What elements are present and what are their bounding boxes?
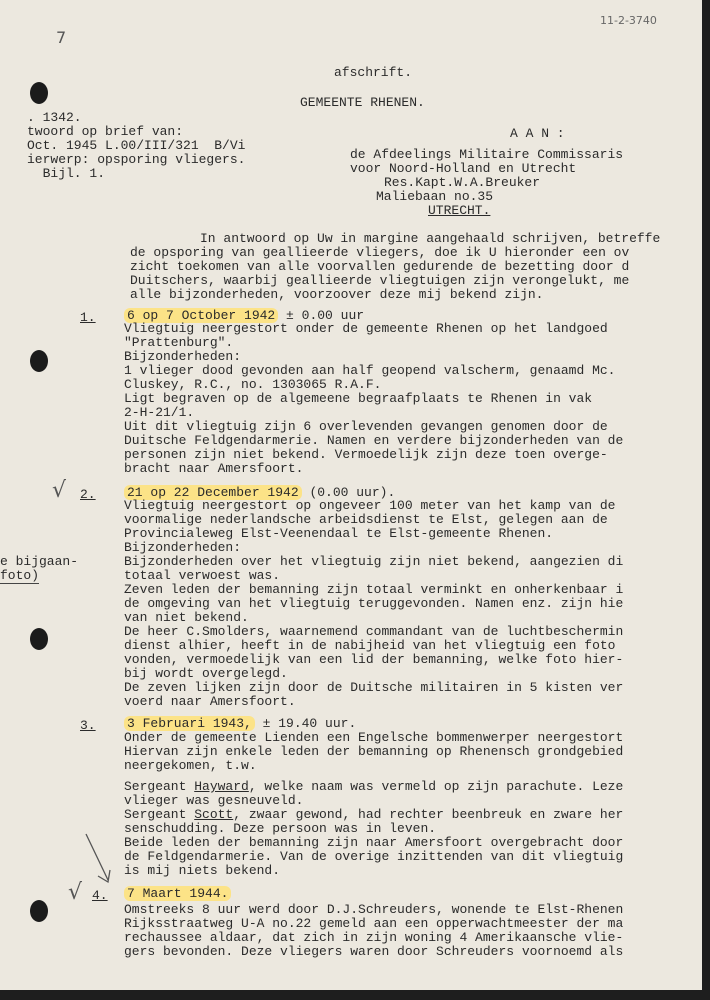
section-2-line-1: Vliegtuig neergestort op ongeveer 100 meter van het kamp van de bbox=[124, 498, 616, 513]
section-3-line-3: neergekomen, t.w. bbox=[124, 758, 257, 773]
doc-title: afschrift. bbox=[334, 65, 413, 80]
intro-line-3: zicht toekomen van alle voorvallen gedurende de bezetting door d bbox=[130, 259, 630, 274]
section-1-line-3: Bijzonderheden: bbox=[124, 349, 242, 364]
scan-edge-right bbox=[702, 0, 710, 1000]
margin-note-line-1: e bijgaan- bbox=[0, 554, 79, 569]
pencil-arrow-icon bbox=[80, 830, 120, 890]
section-4-date-highlight: 7 Maart 1944. bbox=[124, 886, 231, 901]
addressee-line-3: Res.Kapt.W.A.Breuker bbox=[384, 175, 541, 190]
section-1-line-11: bracht naar Amersfoort. bbox=[124, 461, 304, 476]
ref-date: Oct. 1945 L.00/III/321 B/Vi bbox=[27, 138, 246, 153]
section-2-number: 2. bbox=[80, 487, 96, 502]
section-2-time: (0.00 uur). bbox=[301, 485, 396, 500]
section-2-line-4: Bijzonderheden: bbox=[124, 540, 242, 555]
section-1-line-2: "Prattenburg". bbox=[124, 335, 234, 350]
addressee-line-1: de Afdeelings Militaire Commissaris bbox=[350, 147, 624, 162]
section-2-date-highlight: 21 op 22 December 1942 bbox=[124, 485, 302, 500]
checkmark-icon: √ bbox=[52, 478, 67, 503]
section-2-line-15: voerd naar Amersfoort. bbox=[124, 694, 296, 709]
section-3-date bbox=[124, 717, 356, 731]
section-4-line-1: Omstreeks 8 uur werd door D.J.Schreuders, wonende te Elst-Rhenen bbox=[124, 902, 624, 917]
section-1-line-5: Cluskey, R.C., no. 1303065 R.A.F. bbox=[124, 377, 382, 392]
addressee-line-2: voor Noord-Holland en Utrecht bbox=[350, 161, 577, 176]
section-1-line-8: Uit dit vliegtuig zijn 6 overlevenden gevangen genomen door de bbox=[124, 419, 608, 434]
section-1-line-10: personen zijn niet bekend. Vermoedelijk zijn deze toen overge- bbox=[124, 447, 608, 462]
scan-edge-bottom bbox=[0, 990, 710, 1000]
addressee-city: UTRECHT. bbox=[428, 203, 491, 218]
section-1-number: 1. bbox=[80, 310, 96, 325]
ref-reply: twoord op brief van: bbox=[27, 124, 184, 139]
section-2-line-10: De heer C.Smolders, waarnemend commandant van de luchtbeschermin bbox=[124, 624, 624, 639]
section-1-time: ± 0.00 uur bbox=[278, 308, 365, 323]
section-3-line-9: de Feldgendarmerie. Van de overige inzittenden van dit vliegtuig bbox=[124, 849, 624, 864]
ref-subject: ierwerp: opsporing vliegers. bbox=[27, 152, 246, 167]
section-3-line-8: Beide leden der bemanning zijn naar Amersfoort overgebracht door bbox=[124, 835, 624, 850]
addressee-aan: A A N : bbox=[510, 126, 565, 141]
section-2-line-2: voormalige nederlandsche arbeidsdienst te Elst, gelegen aan de bbox=[124, 512, 608, 527]
section-1-line-7: 2-H-21/1. bbox=[124, 405, 195, 420]
section-2-line-13: bij wordt overgelegd. bbox=[124, 666, 288, 681]
section-3-time: ± 19.40 uur. bbox=[254, 716, 357, 731]
section-3-line-7: senschudding. Deze persoon was in leven. bbox=[124, 821, 437, 836]
pencil-mark: 7 bbox=[56, 28, 67, 47]
intro-line-2: de opsporing van geallieerde vliegers, doe ik U hieronder een ov bbox=[130, 245, 630, 260]
intro-line-4: Duitschers, waarbij geallieerde vliegtuigen zijn verongelukt, me bbox=[130, 273, 630, 288]
section-2-line-5: Bijzonderheden over het vliegtuig zijn niet bekend, aangezien di bbox=[124, 554, 624, 569]
punch-hole-2 bbox=[30, 350, 48, 372]
section-2-line-3: Provincialeweg Elst-Veenendaal te Elst-gemeente Rhenen. bbox=[124, 526, 554, 541]
section-4-line-4: gers bevonden. Deze vliegers waren door Schreuders voornoemd als bbox=[124, 944, 624, 959]
intro-line-5: alle bijzonderheden, voorzoover deze mij bekend zijn. bbox=[130, 287, 544, 302]
section-2-line-9: van niet bekend. bbox=[124, 610, 249, 625]
margin-note-line-2: foto) bbox=[0, 568, 40, 583]
section-3-line-5: vlieger was gesneuveld. bbox=[124, 793, 304, 808]
section-4-date bbox=[124, 887, 231, 901]
section-2-line-6: totaal verwoest was. bbox=[124, 568, 281, 583]
section-1-line-6: Ligt begraven op de algemeene begraafplaats te Rhenen in vak bbox=[124, 391, 593, 406]
section-1-line-9: Duitsche Feldgendarmerie. Namen en verdere bijzonderheden van de bbox=[124, 433, 624, 448]
archive-number: 11-2-3740 bbox=[600, 14, 657, 27]
section-2-line-14: De zeven lijken zijn door de Duitsche militairen in 5 kisten ver bbox=[124, 680, 624, 695]
municipality: GEMEENTE RHENEN. bbox=[300, 95, 425, 110]
section-2-line-8: de omgeving van het vliegtuig teruggevonden. Namen enz. zijn hie bbox=[124, 596, 624, 611]
ref-enclosure: Bijl. 1. bbox=[27, 166, 106, 181]
section-1-line-4: 1 vlieger dood gevonden aan half geopend valscherm, genaamd Mc. bbox=[124, 363, 616, 378]
punch-hole-3 bbox=[30, 628, 48, 650]
punch-hole-4 bbox=[30, 900, 48, 922]
section-1-line-1: Vliegtuig neergestort onder de gemeente Rhenen op het landgoed bbox=[124, 321, 608, 336]
section-3-number: 3. bbox=[80, 718, 96, 733]
section-3-date-highlight: 3 Februari 1943, bbox=[124, 716, 255, 731]
checkmark-icon-2: √ bbox=[68, 880, 83, 905]
section-2-line-12: vonden, vermoedelijk van een lid der bemanning, welke foto hier- bbox=[124, 652, 624, 667]
ref-number: . 1342. bbox=[27, 110, 82, 125]
section-3-line-4: Sergeant Hayward, welke naam was vermeld op zijn parachute. Leze bbox=[124, 779, 624, 794]
addressee-line-4: Maliebaan no.35 bbox=[376, 189, 494, 204]
section-3-line-1: Onder de gemeente Lienden een Engelsche bommenwerper neergestort bbox=[124, 730, 624, 745]
section-2-line-11: dienst alhier, heeft in de nabijheid van het vliegtuig een foto bbox=[124, 638, 616, 653]
section-3-line-2: Hiervan zijn enkele leden der bemanning op Rhenensch grondgebied bbox=[124, 744, 624, 759]
section-1-date-highlight: 6 op 7 October 1942 bbox=[124, 308, 278, 323]
section-3-line-6: Sergeant Scott, zwaar gewond, had rechter beenbreuk en zware her bbox=[124, 807, 624, 822]
section-4-line-2: Rijksstraatweg U-A no.22 gemeld aan een opperwachtmeester der ma bbox=[124, 916, 624, 931]
section-4-number: 4. bbox=[92, 888, 108, 903]
section-2-line-7: Zeven leden der bemanning zijn totaal verminkt en onherkenbaar i bbox=[124, 582, 624, 597]
section-4-line-3: rechaussee aldaar, dat zich in zijn woning 4 Amerikaansche vlie- bbox=[124, 930, 624, 945]
intro-line-1: In antwoord op Uw in margine aangehaald schrijven, betreffe bbox=[200, 231, 661, 246]
section-3-line-10: is mij niets bekend. bbox=[124, 863, 281, 878]
punch-hole-1 bbox=[30, 82, 48, 104]
